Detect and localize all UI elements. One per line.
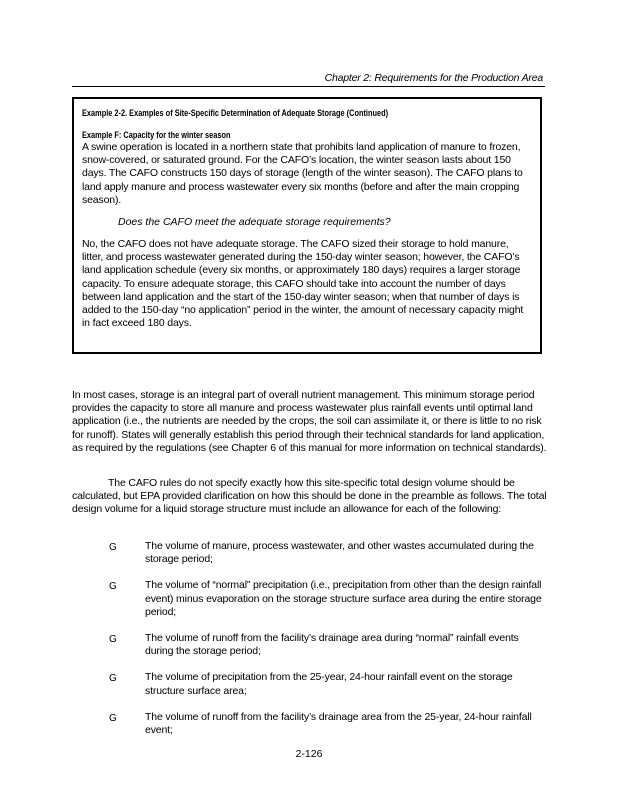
list-item-text: The volume of “normal” precipitation (i.e., precipitation from other than the design rainfall event) minus evaporation on the storage structure surface area during the entire storage period; — [145, 579, 542, 618]
list-item-text: The volume of manure, process wastewater, and other wastes accumulated during the storage period; — [145, 540, 534, 566]
header-rule — [72, 86, 545, 87]
bullet-icon: G — [109, 542, 117, 553]
list-item — [72, 711, 548, 737]
list-item — [72, 671, 548, 697]
list-item-text: The volume of runoff from the facility’s drainage area during “normal” rainfall events during the storage period; — [145, 632, 519, 658]
list-item-text: The volume of runoff from the facility’s drainage area from the 25-year, 24-hour rainfall event; — [145, 710, 532, 737]
example-paragraph-1: A swine operation is located in a northern state that prohibits land application of manure to frozen, snow-covered, or saturated ground. For the CAFO’s location, the winter season lasts about 150 days. The CAFO constructs 150 days of storage (length of the winter season). The CAFO plans to land apply manure and process wastewater every six months (before and after the main cropping season). — [82, 141, 523, 206]
list-item — [72, 632, 548, 658]
body-paragraph-2: The CAFO rules do not specify exactly how this site-specific total design volume should be calculated, but EPA provided clarification on how this should be done in the preamble as follows. The total design volume for a liquid storage structure must include an allowance for each of the following: — [72, 477, 547, 516]
page-number: 2-126 — [295, 748, 323, 760]
design-volume-list — [72, 540, 548, 737]
bullet-icon: G — [109, 673, 117, 685]
bullet-icon: G — [109, 712, 117, 724]
bullet-icon: G — [109, 634, 117, 646]
example-title: Example 2-2. Examples of Site-Specific Determination of Adequate Storage (Continued) — [82, 108, 389, 118]
body-paragraph-1: In most cases, storage is an integral part of overall nutrient management. This minimum storage period provides the capacity to store all manure and process wastewater plus rainfall events until optimal land application (i.e., the nutrients are needed by the crops, the soil can assimilate it, or there is little to no risk for runoff). States will generally establish this period through their technical standards for land application, as required by the regulations (see Chapter 6 of this manual for more information on technical standards). — [72, 389, 547, 454]
example-paragraph-2: No, the CAFO does not have adequate storage. The CAFO sized their storage to hold manure, litter, and process wastewater generated during the 150-day winter season; however, the CAFO’s land application schedule (every six months, or approximately 180 days) requires a larger storage capacity. To ensure adequate storage, this CAFO should take into account the number of days between land application and the start of the 150-day winter season; when that number of days is added to the 150-day “no application” period in the winter, the amount of necessary capacity might in fact exceed 180 days. — [82, 238, 524, 330]
list-item-text: The volume of precipitation from the 25-year, 24-hour rainfall event on the storage structure surface area; — [145, 671, 513, 697]
example-subtitle: Example F: Capacity for the winter season — [82, 130, 231, 140]
bullet-icon: G — [109, 581, 117, 593]
chapter-header: Chapter 2: Requirements for the Production Area — [324, 72, 543, 84]
example-box — [72, 97, 542, 354]
list-item — [72, 579, 548, 619]
example-question: Does the CAFO meet the adequate storage requirements? — [118, 216, 391, 229]
list-item — [72, 540, 548, 566]
